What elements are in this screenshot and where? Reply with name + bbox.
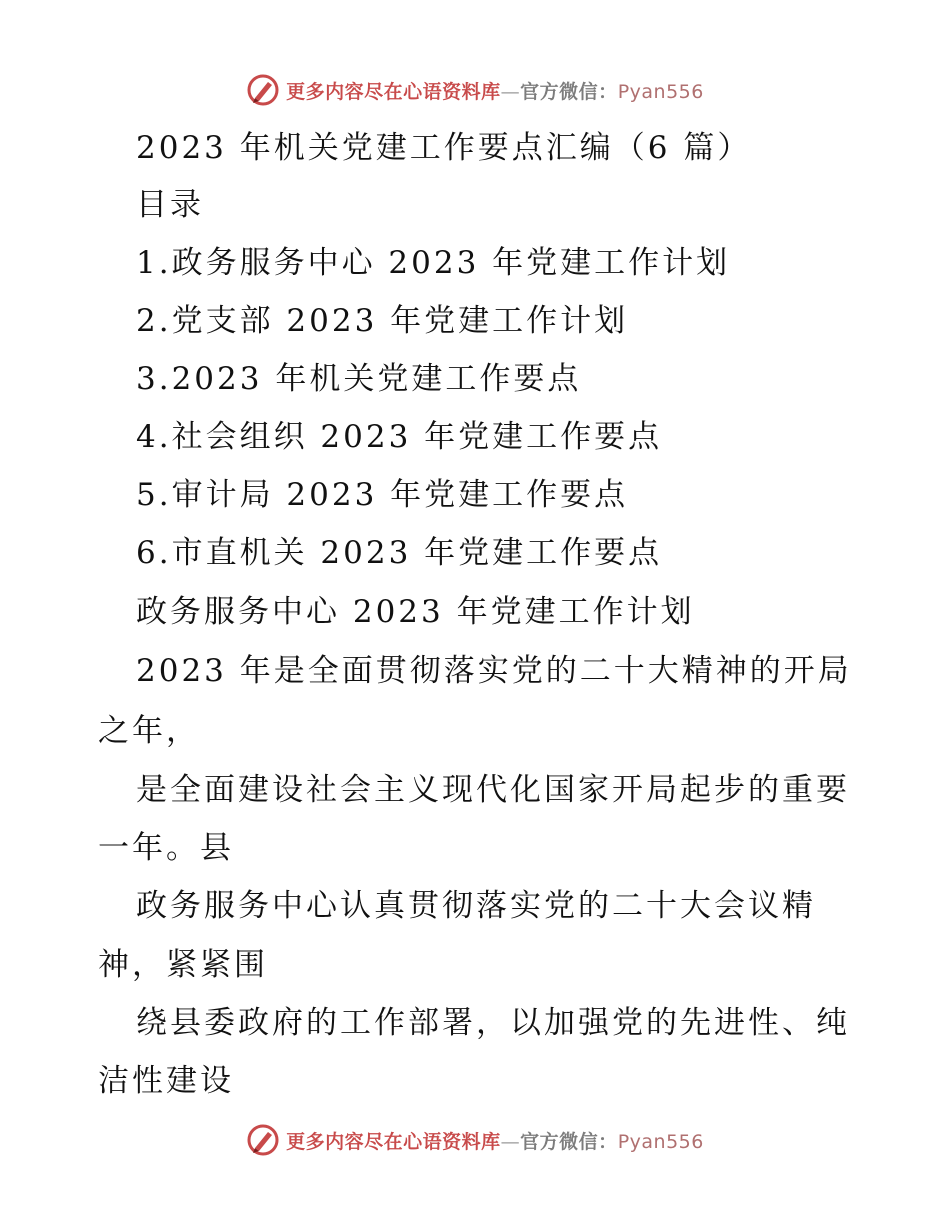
watermark-label: 官方微信： [520,80,618,103]
body-line: 洁性建设 [98,1063,234,1099]
watermark-dash: — [500,80,521,103]
watermark-id: Pyan556 [617,1130,704,1153]
watermark-group [246,73,704,107]
header-watermark [0,70,950,110]
watermark-group [246,1123,704,1157]
document-title: 2023 年机关党建工作要点汇编（6 篇） [136,130,752,166]
watermark-text [286,77,704,104]
toc-item: 1.政务服务中心 2023 年党建工作计划 [136,245,731,281]
footer-watermark [0,1120,950,1160]
body-line: 之年， [98,713,200,749]
body-line: 一年。县 [98,830,234,866]
body-line: 绕县委政府的工作部署，以加强党的先进性、纯 [136,1005,850,1041]
toc-item: 5.审计局 2023 年党建工作要点 [136,477,629,513]
section-heading: 政务服务中心 2023 年党建工作计划 [136,594,695,630]
watermark-text [286,1127,704,1154]
watermark-label: 官方微信： [520,1130,618,1153]
body-line: 神，紧紧围 [98,947,268,983]
toc-heading: 目录 [136,187,204,223]
watermark-dash: — [500,1130,521,1153]
pen-logo-icon [246,1123,280,1157]
body-line: 2023 年是全面贯彻落实党的二十大精神的开局 [136,653,852,689]
body-line: 是全面建设社会主义现代化国家开局起步的重要 [136,772,850,808]
pen-logo-icon [246,73,280,107]
toc-item: 6.市直机关 2023 年党建工作要点 [136,535,663,571]
body-line: 政务服务中心认真贯彻落实党的二十大会议精 [136,888,816,924]
watermark-brand: 更多内容尽在心语资料库 [286,1130,501,1153]
watermark-brand: 更多内容尽在心语资料库 [286,80,501,103]
watermark-id: Pyan556 [617,80,704,103]
toc-item: 2.党支部 2023 年党建工作计划 [136,303,629,339]
toc-item: 3.2023 年机关党建工作要点 [136,361,582,397]
toc-item: 4.社会组织 2023 年党建工作要点 [136,419,663,455]
